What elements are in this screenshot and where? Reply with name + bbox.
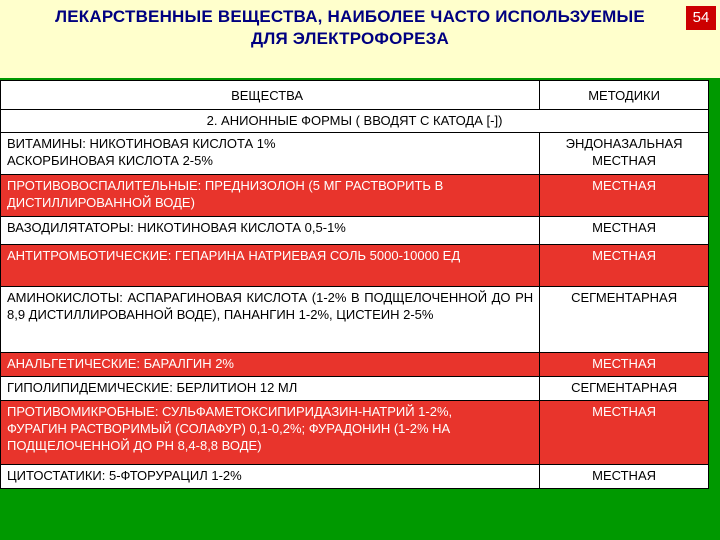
row-substance: ГИПОЛИПИДЕМИЧЕСКИЕ: БЕРЛИТИОН 12 МЛ: [1, 377, 540, 401]
row-method: СЕГМЕНТАРНАЯ: [540, 287, 709, 353]
slide-number-badge: 54: [686, 6, 716, 30]
section-title: 2. АНИОННЫЕ ФОРМЫ ( ВВОДЯТ С КАТОДА [-]): [1, 110, 709, 133]
title-line-1: ЛЕКАРСТВЕННЫЕ ВЕЩЕСТВА, НАИБОЛЕЕ ЧАСТО ИСПОЛЬЗУЕМЫЕ: [55, 7, 645, 26]
row-substance: ВАЗОДИЛЯТАТОРЫ: НИКОТИНОВАЯ КИСЛОТА 0,5-1%: [1, 217, 540, 245]
drug-table: [0, 80, 709, 489]
row-method: СЕГМЕНТАРНАЯ: [540, 377, 709, 401]
row-substance: ВИТАМИНЫ: НИКОТИНОВАЯ КИСЛОТА 1% АСКОРБИНОВАЯ КИСЛОТА 2-5%: [1, 133, 540, 175]
row-substance: АМИНОКИСЛОТЫ: АСПАРАГИНОВАЯ КИСЛОТА (1-2% В ПОДЩЕЛОЧЕННОЙ ДО РН 8,9 ДИСТИЛЛИРОВАННОЙ ВОДЕ), ПАНАНГИН 1-2%, ЦИСТЕИН 2-5%: [1, 287, 540, 353]
row-method: МЕСТНАЯ: [540, 217, 709, 245]
row-method: МЕСТНАЯ: [540, 245, 709, 287]
table-row: [1, 377, 709, 401]
table-row: [1, 287, 709, 353]
table-row: [1, 465, 709, 489]
row-substance: АНТИТРОМБОТИЧЕСКИЕ: ГЕПАРИНА НАТРИЕВАЯ СОЛЬ 5000-10000 ЕД: [1, 245, 540, 287]
row-substance: ПРОТИВОВОСПАЛИТЕЛЬНЫЕ: ПРЕДНИЗОЛОН (5 МГ РАСТВОРИТЬ В ДИСТИЛЛИРОВАННОЙ ВОДЕ): [1, 175, 540, 217]
table-row: [1, 353, 709, 377]
row-method: МЕСТНАЯ: [540, 353, 709, 377]
slide-title: [10, 6, 690, 50]
row-method: МЕСТНАЯ: [540, 401, 709, 465]
row-method: МЕСТНАЯ: [540, 465, 709, 489]
title-line-2: ДЛЯ ЭЛЕКТРОФОРЕЗА: [251, 29, 449, 48]
row-method: МЕСТНАЯ: [540, 175, 709, 217]
section-row: [1, 110, 709, 133]
header-methods: МЕТОДИКИ: [540, 81, 709, 110]
table-row: [1, 401, 709, 465]
row-substance: АНАЛЬГЕТИЧЕСКИЕ: БАРАЛГИН 2%: [1, 353, 540, 377]
header-substances: ВЕЩЕСТВА: [1, 81, 540, 110]
table-row: [1, 245, 709, 287]
table-row: [1, 133, 709, 175]
row-method: ЭНДОНАЗАЛЬНАЯ МЕСТНАЯ: [540, 133, 709, 175]
row-substance: ПРОТИВОМИКРОБНЫЕ: СУЛЬФАМЕТОКСИПИРИДАЗИН-НАТРИЙ 1-2%, ФУРАГИН РАСТВОРИМЫЙ (СОЛАФУР) 0,1-0,2%; ФУРАДОНИН (1-2% НА ПОДЩЕЛОЧЕННОЙ ДО РН 8,4-8,8 ВОДЕ): [1, 401, 540, 465]
table-row: [1, 175, 709, 217]
row-substance: ЦИТОСТАТИКИ: 5-ФТОРУРАЦИЛ 1-2%: [1, 465, 540, 489]
table-row: [1, 217, 709, 245]
table-header-row: [1, 81, 709, 110]
